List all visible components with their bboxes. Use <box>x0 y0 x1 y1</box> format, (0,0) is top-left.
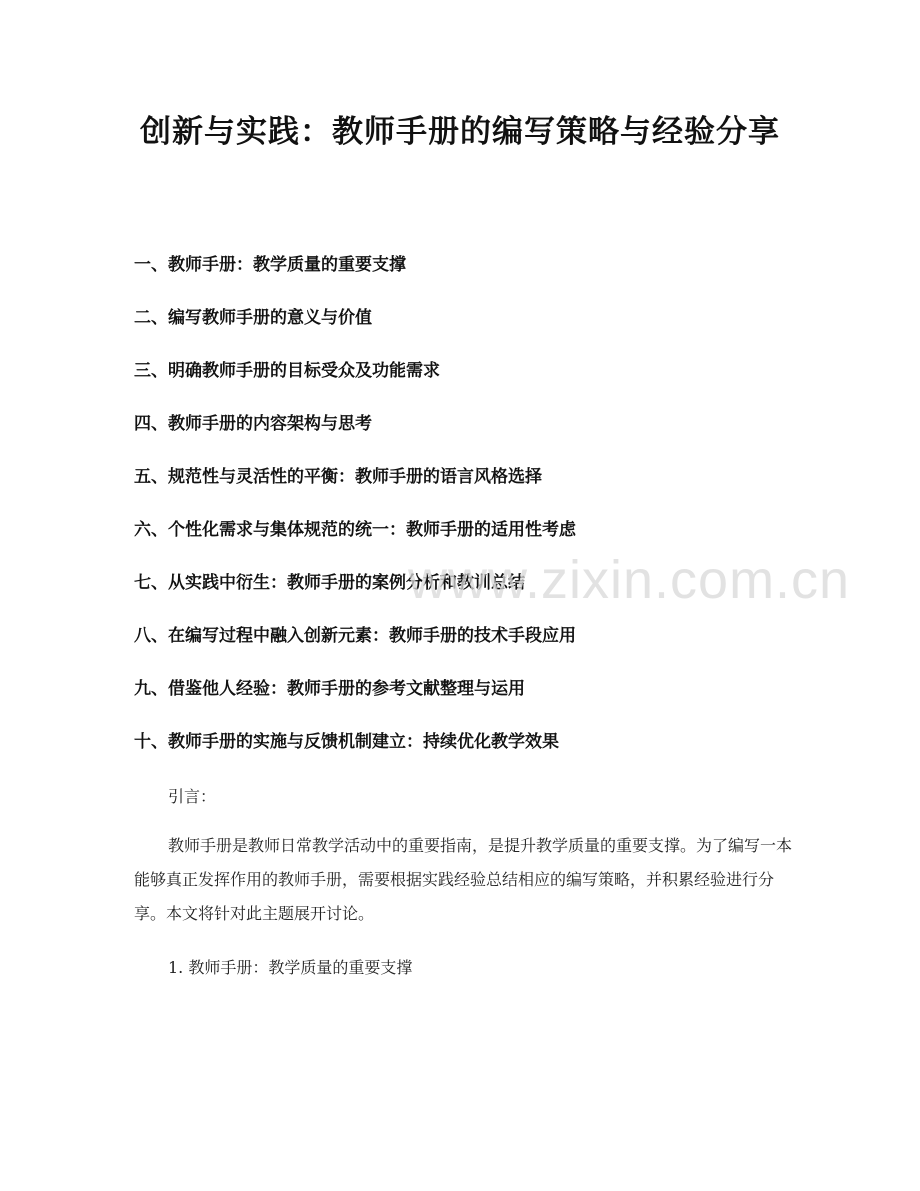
intro-label: 引言： <box>168 787 217 806</box>
toc-item: 五、规范性与灵活性的平衡：教师手册的语言风格选择 <box>134 467 542 487</box>
section-heading: 1. 教师手册：教学质量的重要支撑 <box>168 958 413 977</box>
toc-item: 三、明确教师手册的目标受众及功能需求 <box>134 361 440 381</box>
toc-item: 九、借鉴他人经验：教师手册的参考文献整理与运用 <box>134 679 525 699</box>
toc-item: 七、从实践中衍生：教师手册的案例分析和教训总结 <box>134 573 525 593</box>
toc-item: 四、教师手册的内容架构与思考 <box>134 414 372 434</box>
toc-item: 一、教师手册：教学质量的重要支撑 <box>134 255 406 275</box>
watermark: www.zixin.com.cn <box>408 550 851 610</box>
toc-item: 二、编写教师手册的意义与价值 <box>134 308 372 328</box>
toc-item: 六、个性化需求与集体规范的统一：教师手册的适用性考虑 <box>134 520 576 540</box>
table-of-contents <box>134 248 794 778</box>
intro-paragraph: 教师手册是教师日常教学活动中的重要指南，是提升教学质量的重要支撑。为了编写一本能够真正发挥作用的教师手册，需要根据实践经验总结相应的编写策略，并积累经验进行分享。本文将针对此主题展开讨论。 <box>134 836 793 923</box>
toc-item: 十、教师手册的实施与反馈机制建立：持续优化教学效果 <box>134 732 559 752</box>
toc-item: 八、在编写过程中融入创新元素：教师手册的技术手段应用 <box>134 626 576 646</box>
document-title: 创新与实践：教师手册的编写策略与经验分享 <box>140 114 780 150</box>
